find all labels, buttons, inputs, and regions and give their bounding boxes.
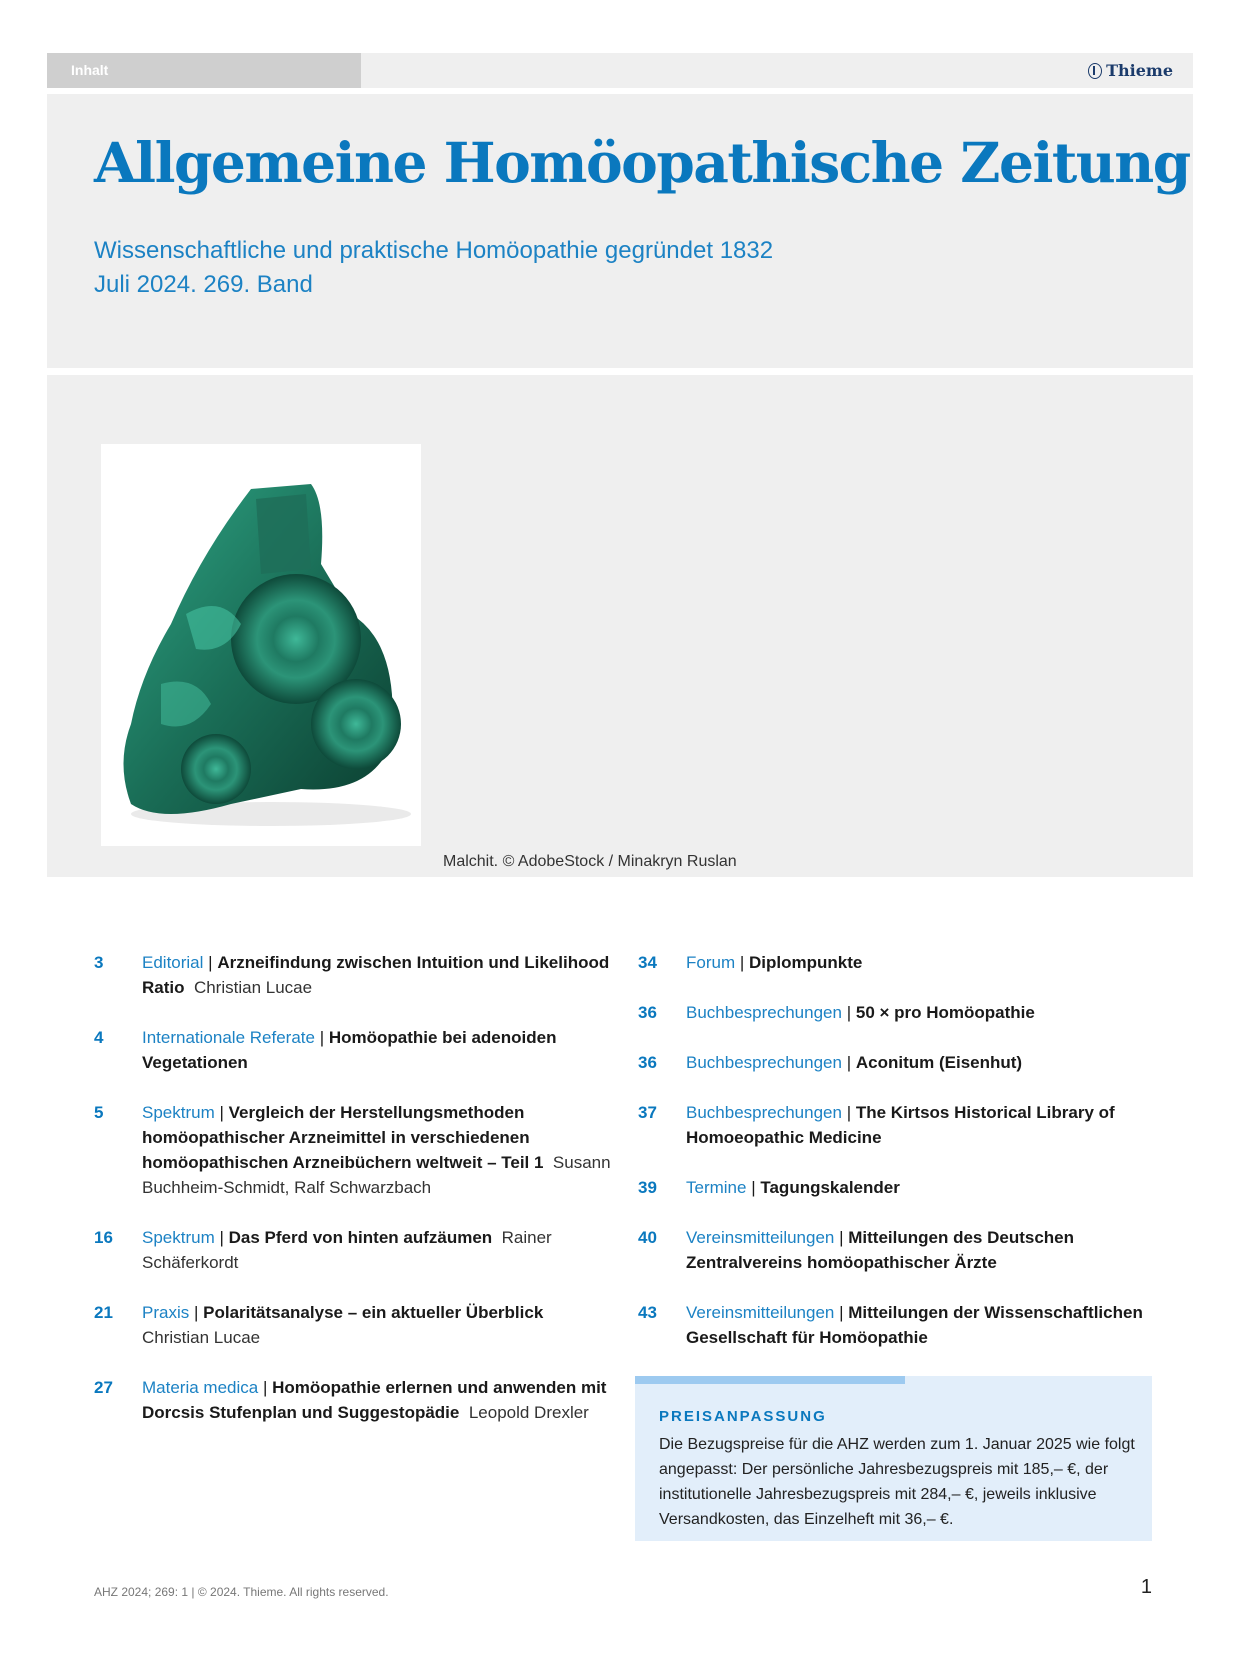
toc-entry[interactable]	[94, 1375, 614, 1425]
journal-title: Allgemeine Homöopathische Zeitung	[94, 130, 1190, 195]
toc-article-title: Das Pferd von hinten aufzäumen	[228, 1228, 493, 1247]
toc-section: Praxis	[142, 1303, 190, 1322]
cover-image-panel	[47, 375, 1193, 877]
toc-page-number: 3	[94, 953, 104, 972]
toc-author: Susann Buchheim-Schmidt, Ralf Schwarzbach	[142, 1153, 611, 1197]
toc-section: Materia medica	[142, 1378, 259, 1397]
toc-separator: |	[219, 1103, 224, 1122]
journal-header	[47, 94, 1193, 368]
publisher-logo	[1088, 53, 1173, 88]
footer-citation: AHZ 2024; 269: 1 | © 2024. Thieme. All rights reserved.	[94, 1585, 389, 1599]
toc-article-title: Vergleich der Herstellungsmethoden homöopathischer Arzneimittel in verschiedenen homöopathischen Arzneibüchern weltweit – Teil 1	[142, 1103, 544, 1172]
toc-section: Termine	[686, 1178, 747, 1197]
toc-separator: |	[846, 1053, 852, 1072]
toc-section: Spektrum	[142, 1103, 215, 1122]
toc-page-number: 27	[94, 1378, 113, 1397]
price-box-accent-bar	[635, 1376, 905, 1384]
section-tab-label: Inhalt	[47, 53, 361, 88]
malachite-illustration	[101, 444, 421, 846]
toc-page-number: 5	[94, 1103, 104, 1122]
journal-subtitle	[94, 234, 773, 302]
subtitle-line-2: Juli 2024. 269. Band	[94, 271, 313, 298]
toc-page-number: 16	[94, 1228, 113, 1247]
toc-page-number: 37	[638, 1103, 657, 1122]
malachite-photo	[101, 444, 421, 846]
toc-entry[interactable]	[94, 1025, 614, 1075]
toc-article-title: Mitteilungen der Wissenschaftlichen Gesellschaft für Homöopathie	[686, 1303, 1143, 1347]
toc-entry[interactable]	[638, 1225, 1158, 1275]
toc-page-number: 34	[638, 953, 657, 972]
price-notice-box	[635, 1376, 1152, 1541]
toc-section: Vereinsmitteilungen	[686, 1303, 835, 1322]
toc-article-title: Diplompunkte	[749, 953, 863, 972]
toc-article-title: Homöopathie bei adenoiden Vegetationen	[142, 1028, 557, 1072]
toc-entry[interactable]	[638, 1300, 1158, 1350]
toc-section: Editorial	[142, 953, 204, 972]
subtitle-line-1: Wissenschaftliche und praktische Homöopathie gegründet 1832	[94, 237, 774, 264]
toc-author: Christian Lucae	[142, 1328, 261, 1347]
toc-separator: |	[839, 1228, 844, 1247]
toc-separator: |	[751, 1178, 756, 1197]
toc-page-number: 43	[638, 1303, 657, 1322]
toc-section: Internationale Referate	[142, 1028, 315, 1047]
toc-section: Spektrum	[142, 1228, 215, 1247]
toc-entry[interactable]	[638, 1100, 1158, 1150]
toc-separator: |	[739, 953, 745, 972]
toc-separator: |	[319, 1028, 325, 1047]
toc-entry[interactable]	[94, 1300, 614, 1350]
page-number: 1	[1140, 1576, 1152, 1598]
thieme-logo-icon	[1088, 63, 1102, 79]
toc-page-number: 4	[94, 1028, 104, 1047]
toc-separator: |	[262, 1378, 268, 1397]
toc-column-right	[638, 950, 1158, 1375]
toc-section: Vereinsmitteilungen	[686, 1228, 835, 1247]
toc-page-number: 36	[638, 1003, 657, 1022]
toc-entry[interactable]	[94, 950, 614, 1000]
toc-section: Buchbesprechungen	[686, 1103, 842, 1122]
toc-author: Christian Lucae	[193, 978, 313, 997]
toc-separator: |	[839, 1303, 844, 1322]
toc-page-number: 39	[638, 1178, 657, 1197]
toc-article-title: Mitteilungen des Deutschen Zentralvereins homöopathischer Ärzte	[686, 1228, 1075, 1272]
toc-page-number: 21	[94, 1303, 113, 1322]
toc-author: Leopold Drexler	[468, 1403, 589, 1422]
toc-article-title: Tagungskalender	[760, 1178, 900, 1197]
toc-section: Buchbesprechungen	[686, 1053, 842, 1072]
toc-entry[interactable]	[638, 1175, 1158, 1200]
toc-entry[interactable]	[94, 1225, 614, 1275]
price-box-heading: PREISANPASSUNG	[659, 1408, 827, 1425]
toc-page-number: 40	[638, 1228, 657, 1247]
price-box-body: Die Bezugspreise für die AHZ werden zum 1. Januar 2025 wie folgt angepasst: Der persönliche Jahresbezugspreis mit 185,– €, der institutionelle Jahresbezugspreis mit 284,– €, jeweils inklusive Versandkosten, das Einzelheft mit 36,– €.	[659, 1436, 1135, 1528]
toc-entry[interactable]	[638, 950, 1158, 975]
toc-separator: |	[208, 953, 213, 972]
toc-article-title: Arzneifindung zwischen Intuition und Likelihood Ratio	[142, 953, 610, 997]
toc-separator: |	[193, 1303, 199, 1322]
toc-article-title: Polaritätsanalyse – ein aktueller Überblick	[203, 1303, 544, 1322]
publisher-name: Thieme	[1106, 61, 1173, 80]
toc-article-title: Homöopathie erlernen und anwenden mit Dorcsis Stufenplan und Suggestopädie	[142, 1378, 607, 1422]
toc-separator: |	[846, 1103, 852, 1122]
toc-article-title: The Kirtsos Historical Library of Homoeopathic Medicine	[686, 1103, 1115, 1147]
toc-entry[interactable]	[638, 1050, 1158, 1075]
toc-separator: |	[846, 1003, 852, 1022]
toc-article-title: 50 × pro Homöopathie	[855, 1003, 1035, 1022]
toc-separator: |	[219, 1228, 224, 1247]
toc-section: Forum	[686, 953, 736, 972]
toc-section: Buchbesprechungen	[686, 1003, 842, 1022]
toc-entry[interactable]	[638, 1000, 1158, 1025]
toc-article-title: Aconitum (Eisenhut)	[855, 1053, 1023, 1072]
toc-author: Rainer Schäferkordt	[142, 1228, 552, 1272]
toc-entry[interactable]	[94, 1100, 614, 1200]
top-bar	[47, 53, 1193, 88]
image-caption: Malchit. © AdobeStock / Minakryn Ruslan	[443, 853, 737, 870]
toc-page-number: 36	[638, 1053, 657, 1072]
toc-column-left	[94, 950, 614, 1450]
